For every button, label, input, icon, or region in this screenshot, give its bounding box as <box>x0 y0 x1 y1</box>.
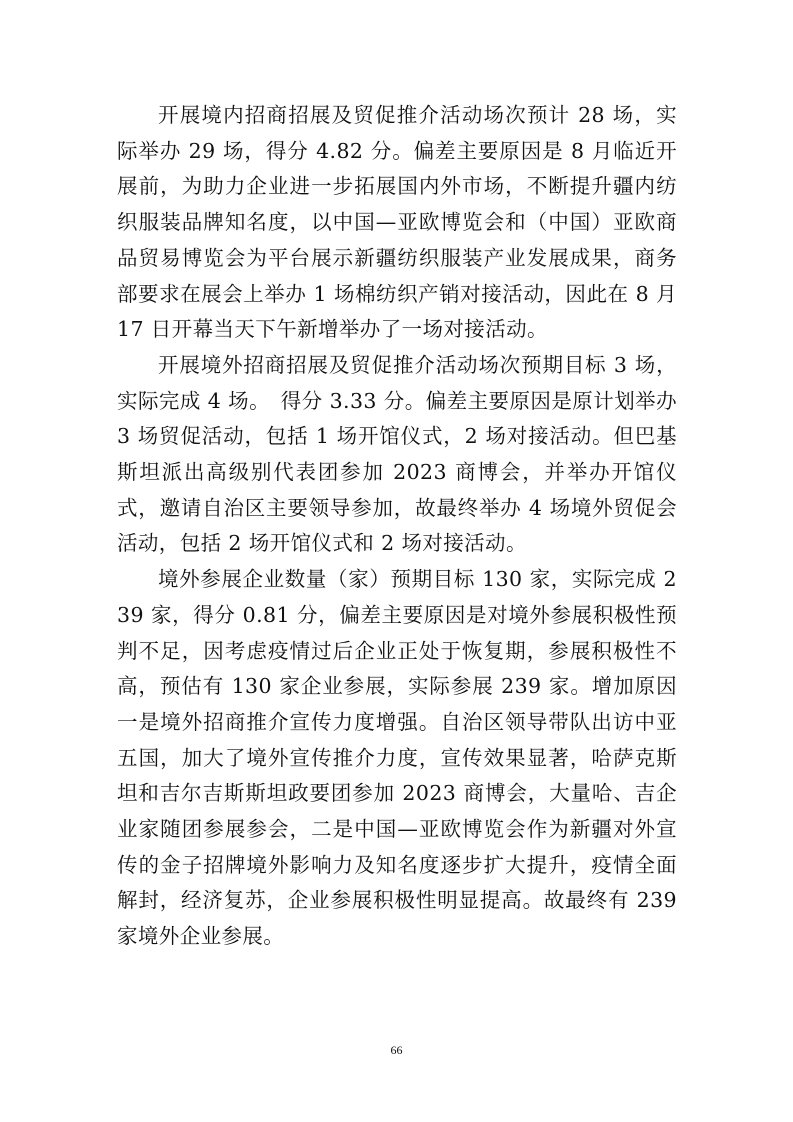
paragraph-overseas-events: 开展境外招商招展及贸促推介活动场次预期目标 3 场，实际完成 4 场。 得分 3.33 分。偏差主要原因是原计划举办 3 场贸促活动，包括 1 场开馆仪式，2 场对接活动。但巴基斯坦派出高级别代表团参加 2023 商博会，并举办开馆仪式，邀请自治区主要领导参加，故最终举办 4 场境外贸促会活动，包括 2 场开馆仪式和 2 场对接活动。 <box>117 352 677 556</box>
document-body <box>117 98 677 955</box>
paragraph-overseas-exhibitors: 境外参展企业数量（家）预期目标 130 家，实际完成 239 家，得分 0.81 分，偏差主要原因是对境外参展积极性预判不足，因考虑疫情过后企业正处于恢复期，参展积极性不高，预估有 130 家企业参展，实际参展 239 家。增加原因一是境外招商推介宣传力度增强。自治区领导带队出访中亚五国，加大了境外宣传推介力度，宣传效果显著，哈萨克斯坦和吉尔吉斯斯坦政要团参加 2023 商博会，大量哈、吉企业家随团参展参会，二是中国—亚欧博览会作为新疆对外宣传的金子招牌境外影响力及知名度逐步扩大提升，疫情全面解封，经济复苏，企业参展积极性明显提高。故最终有 239 家境外企业参展。 <box>117 567 677 949</box>
page-number: 66 <box>390 1043 403 1057</box>
paragraph-domestic-events: 开展境内招商招展及贸促推介活动场次预计 28 场，实际举办 29 场，得分 4.82 分。偏差主要原因是 8 月临近开展前，为助力企业进一步拓展国内外市场，不断提升疆内纺织服装品牌知名度，以中国—亚欧博览会和（中国）亚欧商品贸易博览会为平台展示新疆纺织服装产业发展成果，商务部要求在展会上举办 1 场棉纺织产销对接活动，因此在 8 月 17 日开幕当天下午新增举办了一场对接活动。 <box>117 103 677 342</box>
